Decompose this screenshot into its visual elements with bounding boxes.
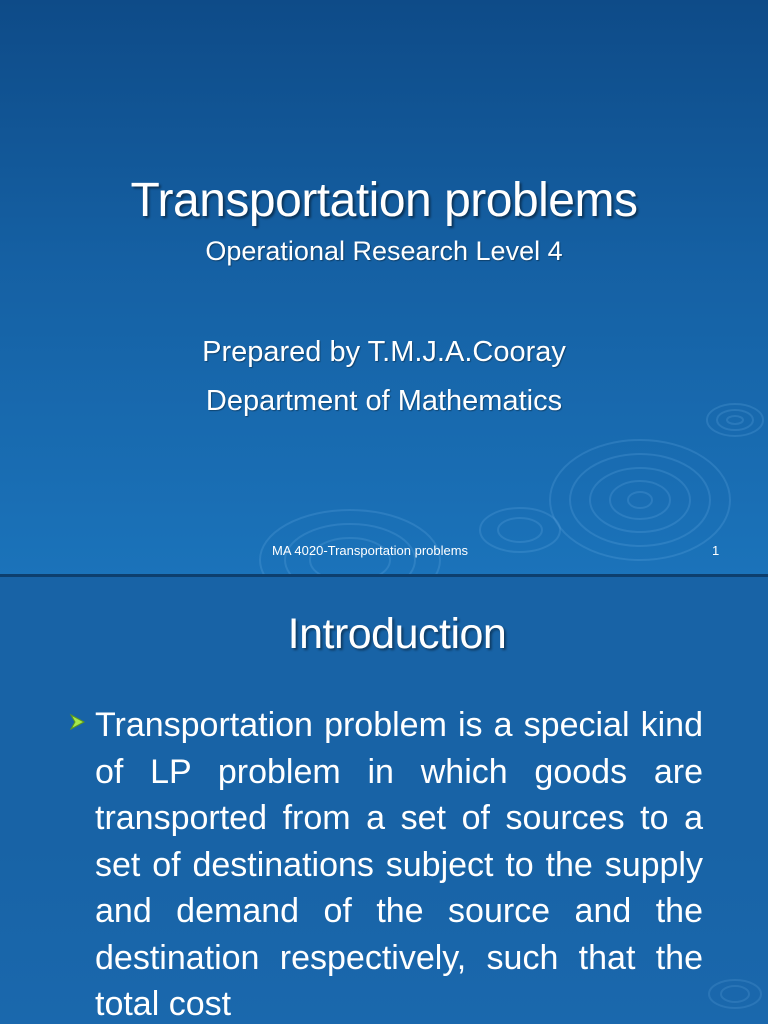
slide-footer: MA 4020-Transportation problems	[272, 543, 469, 558]
presentation-subtitle: Operational Research Level 4	[205, 236, 563, 266]
slide-heading: Introduction	[287, 610, 507, 658]
introduction-slide	[0, 576, 768, 1024]
slide-divider	[0, 574, 768, 577]
department-line: Department of Mathematics	[205, 385, 563, 417]
bullet-paragraph: Transportation problem is a special kind of LP problem in which goods are transported from a set of sources to a set of destinations subject to the supply and demand of the source and the destination respectively, such that the total cost	[95, 706, 703, 1023]
slide-number: 1	[712, 543, 720, 558]
arrow-bullet-icon	[68, 712, 88, 736]
author-line: Prepared by T.M.J.A.Cooray	[202, 336, 566, 368]
presentation-title: Transportation problems	[130, 174, 638, 227]
